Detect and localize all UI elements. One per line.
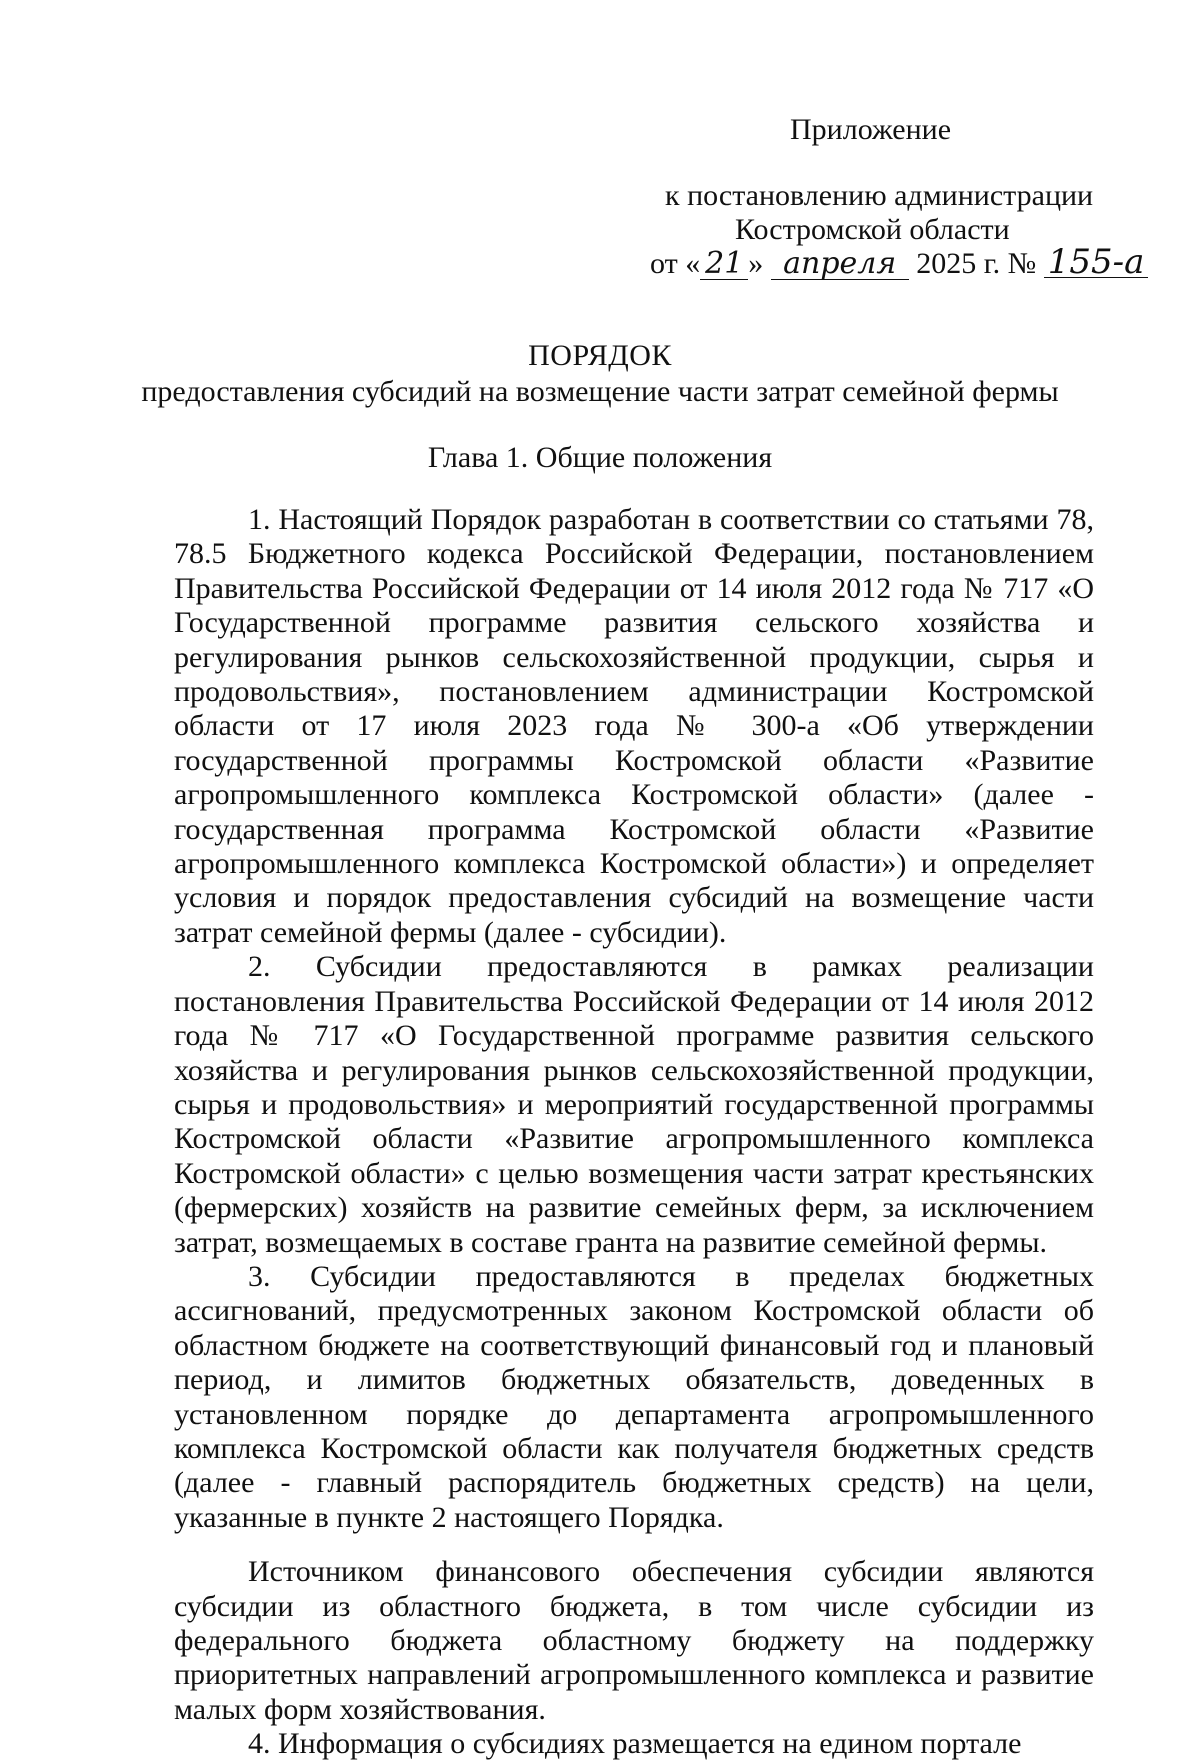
document-title: ПОРЯДОК bbox=[528, 339, 672, 372]
paragraph-4: 4. Информация о субсидиях размещается на едином портале bbox=[248, 1727, 1022, 1761]
date-prefix: от « bbox=[650, 247, 701, 280]
annex-region-line: Костромской области bbox=[735, 213, 1010, 246]
handwritten-day: 21 bbox=[700, 249, 748, 280]
annex-reference-line: к постановлению администрации bbox=[665, 179, 1094, 212]
paragraph-3: 3. Субсидии предоставляются в пределах бюджетных ассигнований, предусмотренных законом Костромской области об областном бюджете на соответствующий финансовый год и плановый период, и лимитов бюджетных обязательств, доведенных в установленном порядке до департамента агропромышленного комплекса Костромской области как получателя бюджетных средств (далее - главный распорядитель бюджетных средств) на цели, указанные в пункте 2 настоящего Порядка. bbox=[174, 1259, 1094, 1534]
chapter-heading: Глава 1. Общие положения bbox=[427, 441, 773, 474]
annex-title: Приложение bbox=[790, 113, 952, 146]
paragraph-1: 1. Настоящий Порядок разработан в соответствии со статьями 78, 78.5 Бюджетного кодекса Российской Федерации, постановлением Правительства Российской Федерации от 14 июля 2012 года № 717 «О Государственной программе развития сельского хозяйства и регулирования рынков сельскохозяйственной продукции, сырья и продовольствия», постановлением администрации Костромской области от 17 июля 2023 года № 300-а «Об утверждении государственной программы Костромской области «Развитие агропромышленного комплекса Костромской области» (далее - государственная программа Костромской области «Развитие агропромышленного комплекса Костромской области») и определяет условия и порядок предоставления субсидий на возмещение части затрат семейной фермы (далее - субсидии). bbox=[174, 503, 1094, 949]
annex-date-line bbox=[650, 242, 1200, 282]
date-mid: » bbox=[748, 247, 764, 280]
paragraph-2: 2. Субсидии предоставляются в рамках реализации постановления Правительства Российской Федерации от 14 июля 2012 года № 717 «О Государственной программе развития сельского хозяйства и регулирования рынков сельскохозяйственной продукции, сырья и продовольствия» и мероприятий государственной программы Костромской области «Развитие агропромышленного комплекса Костромской области» с целью возмещения части затрат крестьянских (фермерских) хозяйств на развитие семейных ферм, за исключением затрат, возмещаемых в составе гранта на развитие семейной фермы. bbox=[174, 950, 1094, 1259]
document-subtitle: предоставления субсидий на возмещение части затрат семейной фермы bbox=[141, 375, 1059, 408]
document-body bbox=[174, 503, 1094, 1762]
paragraph-3-continuation: Источником финансового обеспечения субсидии являются субсидии из областного бюджета, в том числе субсидии из федерального бюджета областному бюджету на поддержку приоритетных направлений агропромышленного комплекса и развитие малых форм хозяйствования. bbox=[174, 1555, 1094, 1726]
date-year: 2025 г. № bbox=[916, 247, 1037, 280]
handwritten-number: 155-а bbox=[1044, 247, 1149, 278]
handwritten-month: апреля bbox=[771, 249, 909, 280]
